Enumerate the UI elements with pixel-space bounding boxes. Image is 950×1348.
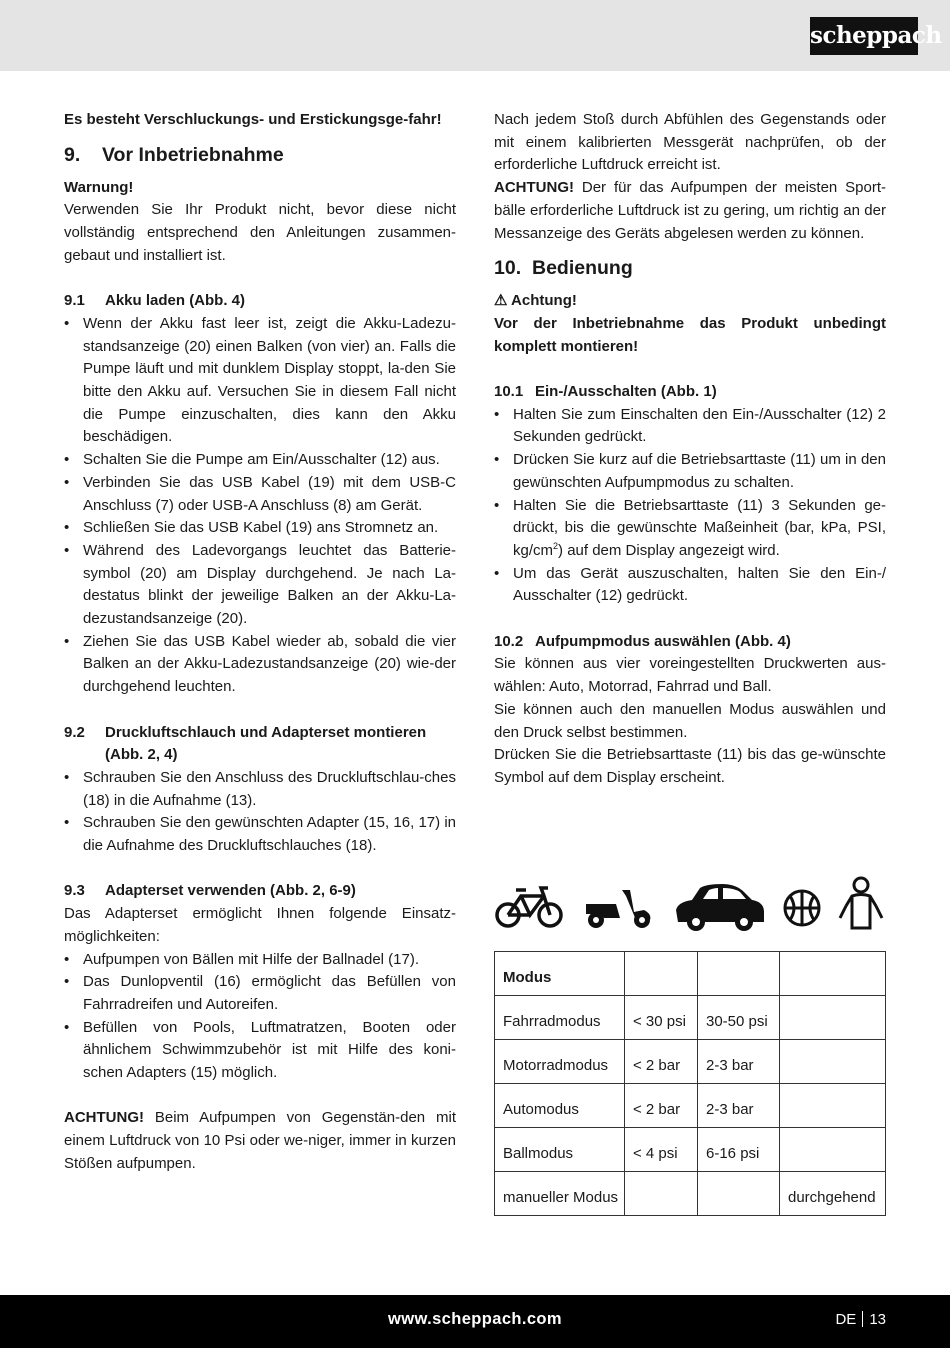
list-item-text: ) auf dem Display angezeigt wird.	[558, 541, 780, 559]
section-title: Vor Inbetriebnahme	[102, 143, 284, 166]
bullet-list	[64, 313, 456, 699]
paragraph: Nach jedem Stoß durch Abfühlen des Gegenstands oder mit einem kalibrierten Messgerät nachprüfen, ob der erforderliche Luftdruck erreicht ist.	[494, 111, 886, 174]
section-title: Aufpumpmodus auswählen (Abb. 4)	[535, 632, 791, 650]
page-number-value: 13	[869, 1311, 886, 1328]
list-item-text: Halten Sie die Betriebsarttaste (11) 3 Sekunden ge-drückt, bis die gewünschte Maßeinheit (bar, kPa, PSI, kg/cm	[513, 496, 886, 559]
table-cell: < 2 bar	[625, 1040, 698, 1084]
bullet-list	[64, 949, 456, 1085]
table-cell: 2-3 bar	[698, 1084, 780, 1128]
paragraph: Sie können aus vier voreingestellten Druckwerten aus-wählen: Auto, Motorrad, Fahrrad und Ball.	[494, 655, 886, 696]
section-9-heading	[64, 143, 456, 167]
mode-table	[494, 951, 886, 1216]
section-title: Ein-/Ausschalten (Abb. 1)	[535, 383, 717, 401]
table-cell: < 4 psi	[625, 1128, 698, 1172]
table-cell: Ballmodus	[495, 1128, 625, 1172]
ball-icon	[782, 888, 822, 928]
table-cell	[780, 1040, 886, 1084]
section-number: 10.2	[494, 632, 524, 650]
scheppach-logo: scheppach	[810, 17, 918, 55]
table-cell: < 30 psi	[625, 996, 698, 1040]
achtung-note	[64, 1107, 456, 1175]
achtung-label: ACHTUNG!	[494, 179, 574, 197]
list-item: • Wenn der Akku fast leer ist, zeigt die Akku-Ladezu-standsanzeige (20) einen Balken (von vier) an. Falls die Pumpe läuft und mit dunklem Display stoppt, la-den Sie bitte den Akku auf. Versuchen Sie in diesem Fall nicht die Pumpe einzuschalten, dies kann den Akku beschädigen.	[64, 313, 456, 449]
list-item: • Befüllen von Pools, Luftmatratzen, Booten oder ähnlichem Schwimmzubehör ist mit Hilfe des koni-schen Adapters (15) möglich.	[64, 1017, 456, 1085]
scooter-icon	[582, 882, 656, 932]
section-number: 10.	[494, 257, 522, 280]
list-item: • Schließen Sie das USB Kabel (19) ans Stromnetz an.	[64, 517, 456, 540]
paragraph: Drücken Sie die Betriebsarttaste (11) bis das ge-wünschte Symbol auf dem Display erscheint.	[494, 746, 886, 786]
table-row	[495, 1128, 886, 1172]
choking-warning: Es besteht Verschluckungs- und Erstickungsge-fahr!	[64, 111, 442, 128]
section-10-2-heading	[494, 631, 886, 654]
achtung-label: ACHTUNG!	[64, 1109, 144, 1127]
section-number: 9.2	[64, 723, 85, 741]
achtung-text: Der für das Aufpumpen der meisten Sport-bälle erforderliche Luftdruck ist zu gering, um richtig an der Messanzeige des Geräts abgelesen werden zu können.	[494, 179, 886, 242]
table-row	[495, 1172, 886, 1216]
table-cell: 2-3 bar	[698, 1040, 780, 1084]
car-icon	[672, 880, 768, 932]
list-item: • Halten Sie zum Einschalten den Ein-/Ausschalter (12) 2 Sekunden gedrückt.	[494, 404, 886, 449]
table-cell: < 2 bar	[625, 1084, 698, 1128]
table-cell	[698, 952, 780, 996]
list-item: • Verbinden Sie das USB Kabel (19) mit dem USB-C Anschluss (7) oder USB-A Anschluss (8) am Gerät.	[64, 472, 456, 517]
warning-label: ⚠ Achtung!	[494, 292, 577, 310]
bicycle-icon	[494, 884, 564, 930]
warning-label: Warnung!	[64, 178, 134, 196]
list-item: • Ziehen Sie das USB Kabel wieder ab, sobald die vier Balken an der Akku-Ladezustandsanzeige (20) wie-der durchgehend leuchten.	[64, 631, 456, 699]
right-column	[494, 109, 886, 790]
list-item: • Schrauben Sie den gewünschten Adapter (15, 16, 17) in die Aufnahme des Druckluftschlauches (18).	[64, 812, 456, 857]
table-cell	[780, 1128, 886, 1172]
table-cell	[780, 996, 886, 1040]
section-9-3-heading	[64, 880, 456, 903]
table-cell: durchgehend	[780, 1172, 886, 1216]
language-code: DE	[835, 1311, 857, 1328]
page-number	[835, 1311, 886, 1328]
section-number: 10.1	[494, 383, 524, 401]
list-item: • Aufpumpen von Bällen mit Hilfe der Ballnadel (17).	[64, 949, 456, 972]
achtung-text: Beim Aufpumpen von Gegenstän-den mit einem Luftdruck von 10 Psi oder we-niger, immer in kurzen Stößen aufpumpen.	[64, 1109, 456, 1172]
bullet-list	[64, 767, 456, 858]
table-cell	[625, 1172, 698, 1216]
table-cell: 30-50 psi	[698, 996, 780, 1040]
warning-text: Verwenden Sie Ihr Produkt nicht, bevor diese nicht vollständig entsprechend den Anleitungen zusammen-gebaut und installiert ist.	[64, 201, 456, 264]
table-row	[495, 1084, 886, 1128]
page-footer	[0, 1295, 950, 1348]
paragraph: Das Adapterset ermöglicht Ihnen folgende Einsatz-möglichkeiten:	[64, 905, 456, 945]
page-header	[0, 0, 950, 71]
section-title: Bedienung	[532, 257, 633, 280]
superscript: 2	[553, 540, 559, 551]
table-cell: Fahrradmodus	[495, 996, 625, 1040]
table-cell	[780, 952, 886, 996]
paragraph: Sie können auch den manuellen Modus auswählen und den Druck selbst bestimmen.	[494, 700, 886, 741]
list-item: • Schalten Sie die Pumpe am Ein/Ausschalter (12) aus.	[64, 449, 456, 472]
list-item	[494, 495, 886, 563]
list-item: • Drücken Sie kurz auf die Betriebsarttaste (11) um in den gewünschten Aufpumpmodus zu schalten.	[494, 449, 886, 494]
left-column	[64, 109, 456, 1176]
table-row	[495, 996, 886, 1040]
table-cell	[625, 952, 698, 996]
list-item: • Das Dunlopventil (16) ermöglicht das Befüllen von Fahrradreifen und Autoreifen.	[64, 971, 456, 1016]
table-cell	[780, 1084, 886, 1128]
section-number: 9.	[64, 143, 81, 166]
section-number: 9.1	[64, 292, 85, 310]
section-title: Adapterset verwenden (Abb. 2, 6-9)	[105, 882, 356, 900]
table-header-cell: Modus	[495, 952, 625, 996]
section-number: 9.3	[64, 882, 85, 900]
section-title: Akku laden (Abb. 4)	[105, 292, 246, 310]
list-item: • Während des Ladevorgangs leuchtet das Batterie-symbol (20) am Display durchgehend. Je nach La-destatus blinkt der jeweilige Balken an der Akku-La-dezustandsanzeige (20).	[64, 540, 456, 631]
table-row	[495, 952, 886, 996]
bullet-list	[494, 404, 886, 608]
section-10-1-heading	[494, 381, 886, 404]
table-cell: 6-16 psi	[698, 1128, 780, 1172]
table-row	[495, 1040, 886, 1084]
section-title: Druckluftschlauch und Adapterset montieren (Abb. 2, 4)	[105, 723, 427, 764]
section-9-2-heading	[64, 722, 456, 767]
table-cell	[698, 1172, 780, 1216]
person-icon	[836, 876, 886, 932]
mode-icons	[494, 874, 886, 934]
website-url: www.scheppach.com	[388, 1310, 562, 1328]
table-cell: manueller Modus	[495, 1172, 625, 1216]
warning-text: Vor der Inbetriebnahme das Produkt unbedingt komplett montieren!	[494, 314, 886, 355]
section-10-heading	[494, 256, 886, 280]
table-cell: Automodus	[495, 1084, 625, 1128]
list-item: • Schrauben Sie den Anschluss des Druckluftschlau-ches (18) in die Aufnahme (13).	[64, 767, 456, 812]
achtung-note	[494, 177, 886, 245]
list-item: • Um das Gerät auszuschalten, halten Sie den Ein-/ Ausschalter (12) gedrückt.	[494, 563, 886, 608]
section-9-1-heading	[64, 290, 456, 313]
table-cell: Motorradmodus	[495, 1040, 625, 1084]
